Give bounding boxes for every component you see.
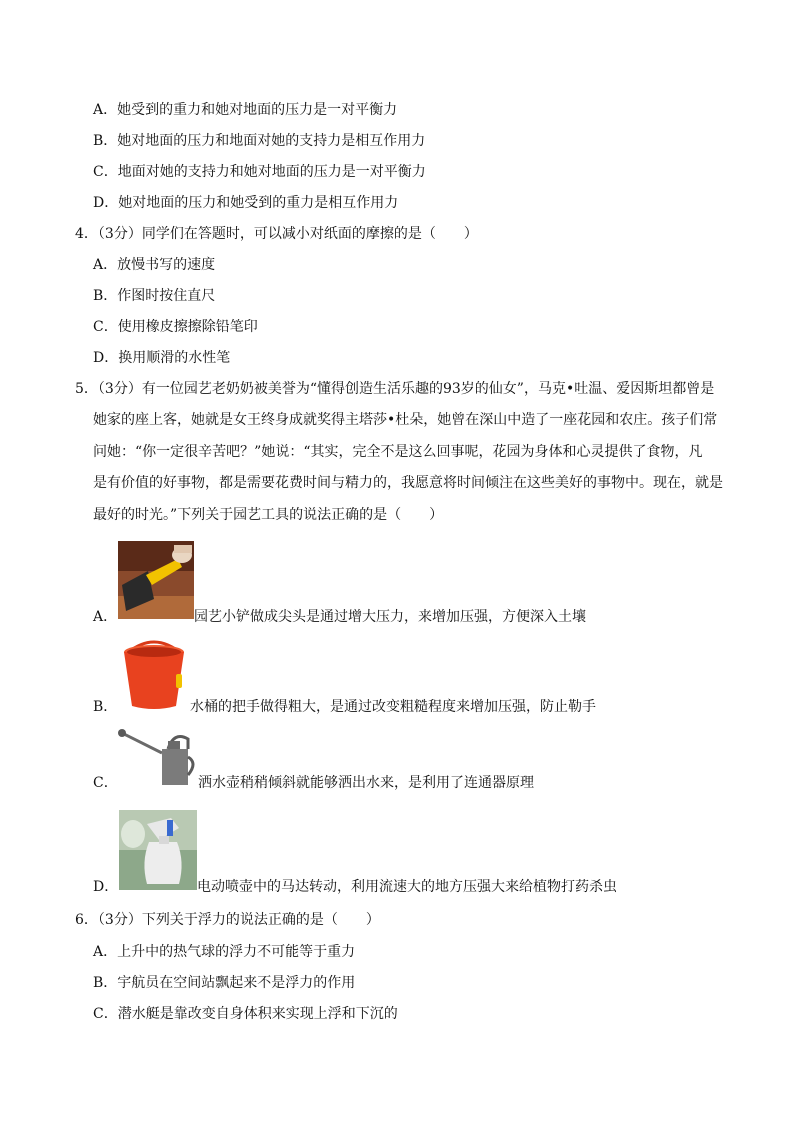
q4-option-a: A．放慢书写的速度 <box>93 257 216 273</box>
garden-trowel-image <box>118 541 194 619</box>
q6-option-b: B．宇航员在空间站飘起来不是浮力的作用 <box>93 975 356 991</box>
q5-stem-line-2: 她家的座上客，她就是女王终身成就奖得主塔莎•杜朵，她曾在深山中造了一座花园和农庄。孩子们常 <box>93 412 718 428</box>
q5-option-c-label: C． <box>93 775 118 791</box>
q5-stem-line-5: 最好的时光。”下列关于园艺工具的说法正确的是（ ） <box>93 507 444 523</box>
q4-option-b: B．作图时按住直尺 <box>93 288 216 304</box>
q6-stem: 6．（3分）下列关于浮力的说法正确的是（ ） <box>75 912 380 928</box>
q5-option-d-text: 电动喷壶中的马达转动，利用流速大的地方压强大来给植物打药杀虫 <box>197 879 617 895</box>
watering-can-image <box>118 727 198 789</box>
q5-stem-line-4: 是有价值的好事物，都是需要花费时间与精力的，我愿意将时间倾注在这些美好的事物中。现在，就是 <box>93 475 723 491</box>
q5-stem-line-1: 5．（3分）有一位园艺老奶奶被美誉为“懂得创造生活乐趣的93岁的仙女”，马克•吐温、爱因斯坦都曾是 <box>75 381 715 397</box>
q5-option-a-label: A． <box>93 609 118 625</box>
q4-stem: 4．（3分）同学们在答题时，可以减小对纸面的摩擦的是（ ） <box>75 226 478 242</box>
q5-option-d-label: D． <box>93 879 119 895</box>
q5-option-c-text: 洒水壶稍稍倾斜就能够洒出水来，是利用了连通器原理 <box>198 775 534 791</box>
q3-option-d: D．她对地面的压力和她受到的重力是相互作用力 <box>93 195 399 211</box>
q5-option-b-text: 水桶的把手做得粗大，是通过改变粗糙程度来增加压强，防止勒手 <box>190 699 596 715</box>
electric-sprayer-image <box>119 810 197 890</box>
q3-option-c: C．地面对她的支持力和她对地面的压力是一对平衡力 <box>93 164 426 180</box>
q6-option-a: A．上升中的热气球的浮力不可能等于重力 <box>93 944 356 960</box>
q4-option-d: D．换用顺滑的水性笔 <box>93 350 231 366</box>
q5-option-b-label: B． <box>93 699 118 715</box>
q5-stem-line-3: 问她：“你一定很辛苦吧？”她说：“其实，完全不是这么回事呢，花园为身体和心灵提供了食物，凡 <box>93 444 703 460</box>
q6-option-c: C．潜水艇是靠改变自身体积来实现上浮和下沉的 <box>93 1006 398 1022</box>
q4-option-c: C．使用橡皮擦擦除铅笔印 <box>93 319 258 335</box>
red-bucket-image <box>118 636 190 712</box>
q3-option-b: B．她对地面的压力和地面对她的支持力是相互作用力 <box>93 133 426 149</box>
q3-option-a: A．她受到的重力和她对地面的压力是一对平衡力 <box>93 102 398 118</box>
q5-option-a-text: 园艺小铲做成尖头是通过增大压力，来增加压强，方便深入土壤 <box>194 609 586 625</box>
